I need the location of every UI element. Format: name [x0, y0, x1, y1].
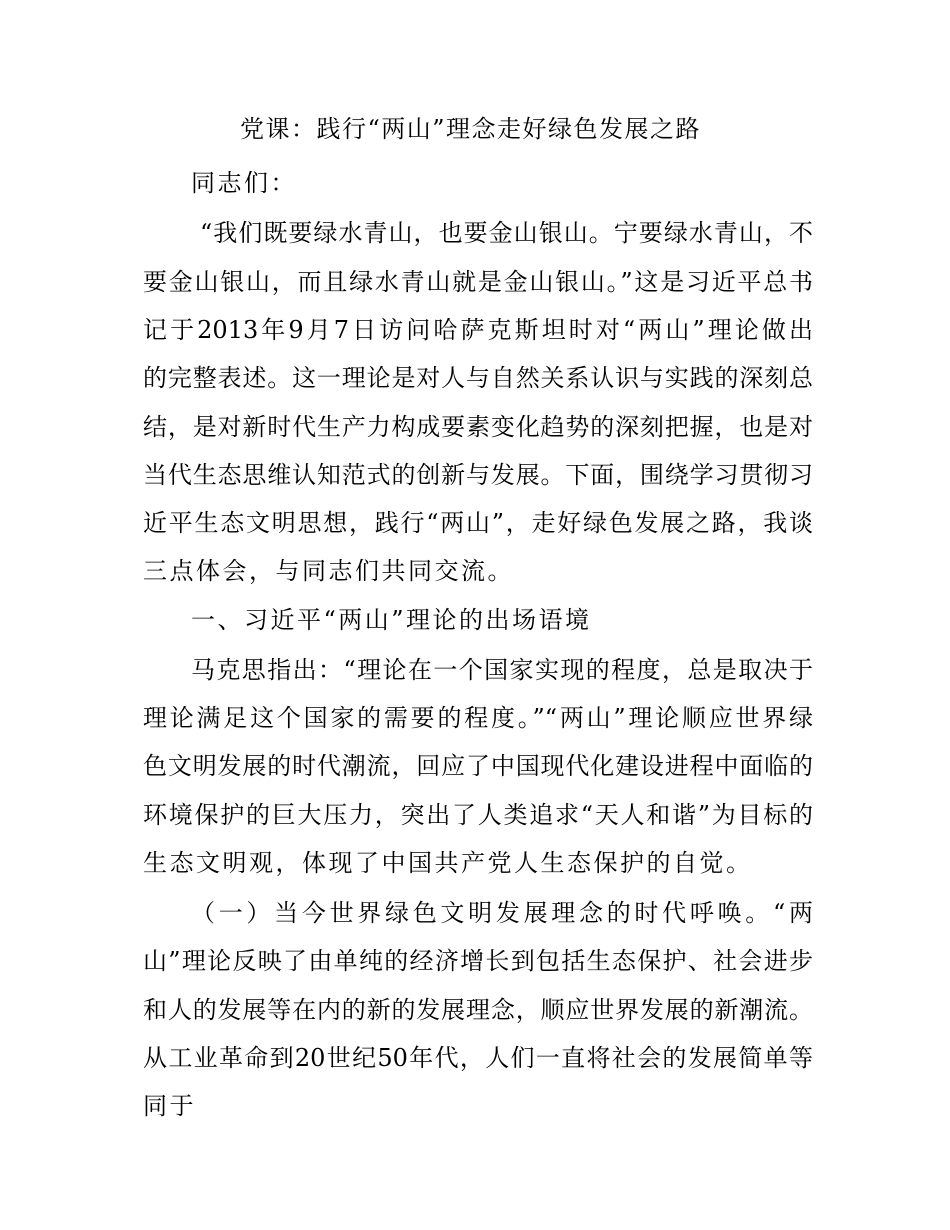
paragraph-line: 同于 [143, 1092, 196, 1120]
paragraph-line: 当代生态思维认知范式的创新与发展。下面，围绕学习贯彻习 [143, 461, 813, 489]
paragraph-line: 要金山银山，而且绿水青山就是金山银山。”这是习近平总书 [143, 268, 813, 296]
paragraph-line: （一）当今世界绿色文明发展理念的时代呼唤。“两 [191, 899, 813, 927]
paragraph-line: 山”理论反映了由单纯的经济增长到包括生态保护、社会进步 [143, 947, 813, 975]
paragraph-line: 结，是对新时代生产力构成要素变化趋势的深刻把握，也是对 [143, 413, 813, 441]
paragraph-line: 生态文明观，体现了中国共产党人生态保护的自觉。 [143, 849, 753, 877]
paragraph-line: 和人的发展等在内的新的发展理念，顺应世界发展的新潮流。 [143, 996, 813, 1024]
paragraph-line: 马克思指出：“理论在一个国家实现的程度，总是取决于 [191, 656, 813, 684]
paragraph-line: “我们既要绿水青山，也要金山银山。宁要绿水青山，不 [200, 219, 813, 247]
paragraph-line: 环境保护的巨大压力，突出了人类追求“天人和谐”为目标的 [143, 801, 813, 829]
salutation: 同志们： [191, 169, 297, 197]
document-title: 党课：践行“两山”理念走好绿色发展之路 [240, 115, 702, 143]
paragraph-line: 理论满足这个国家的需要的程度。”“两山”理论顺应世界绿 [143, 704, 813, 732]
paragraph-line: 记于2013年9月7日访问哈萨克斯坦时对“两山”理论做出 [143, 316, 813, 344]
paragraph-line: 三点体会，与同志们共同交流。 [143, 557, 514, 585]
paragraph-line: 近平生态文明思想，践行“两山”，走好绿色发展之路，我谈 [143, 509, 813, 537]
paragraph-line: 从工业革命到20世纪50年代，人们一直将社会的发展简单等 [143, 1044, 813, 1072]
paragraph-line: 的完整表述。这一理论是对人与自然关系认识与实践的深刻总 [143, 364, 813, 392]
section-heading: 一、习近平“两山”理论的出场语境 [191, 606, 592, 634]
paragraph-line: 色文明发展的时代潮流，回应了中国现代化建设进程中面临的 [143, 752, 813, 780]
